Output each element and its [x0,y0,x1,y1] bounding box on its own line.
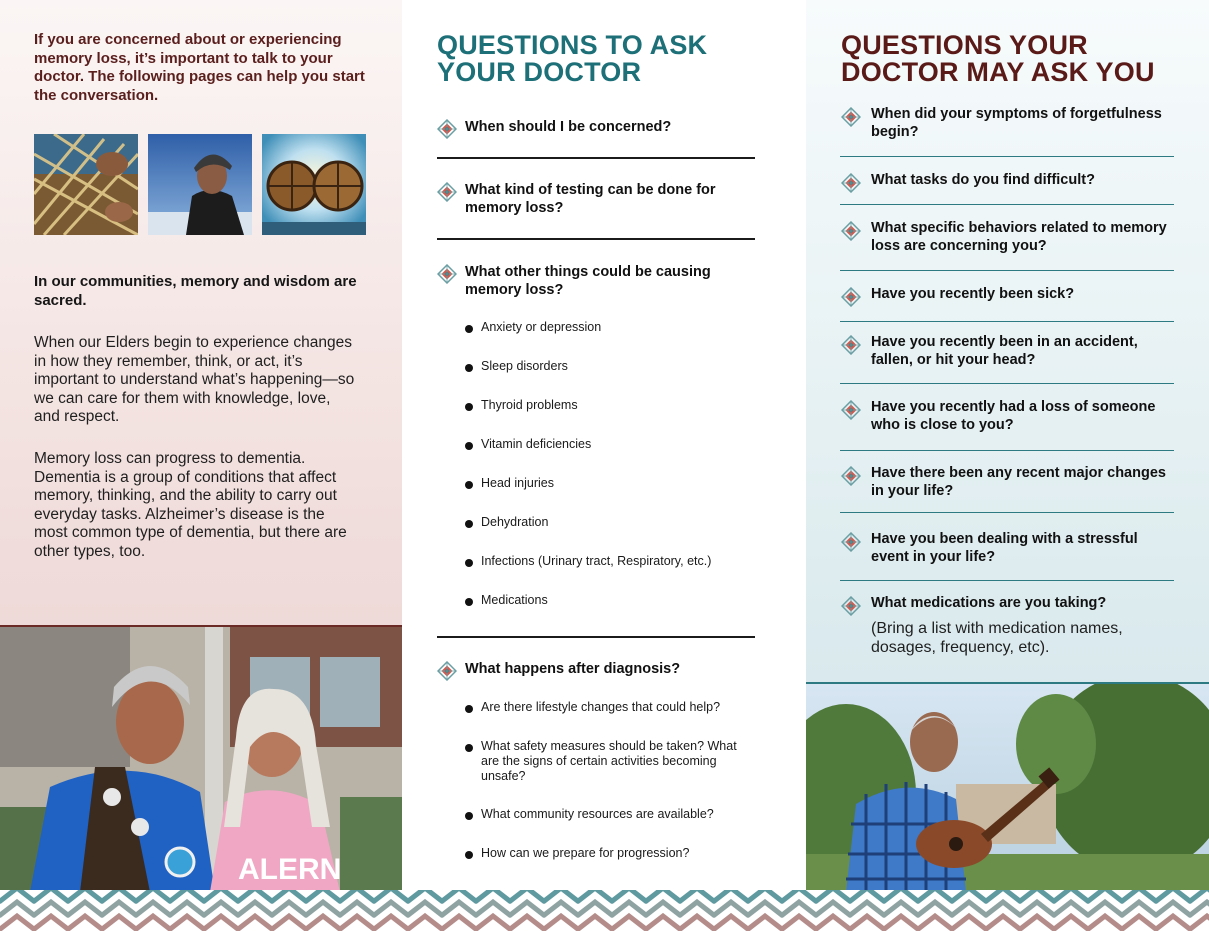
diamond-ornament-icon [841,107,861,127]
question-item [437,263,767,299]
question-item [841,172,1171,190]
questions-to-ask-heading: QUESTIONS TO ASK YOUR DOCTOR [437,30,708,87]
list-item: Anxiety or depression [465,320,765,335]
chevron-pattern-band [0,890,1209,931]
question-text: What kind of testing can be done for memory loss? [465,182,716,216]
bullet-dot [465,442,473,450]
section-divider [437,636,755,638]
section-divider [840,270,1174,271]
question-text: Have you been dealing with a stressful event in your life? [871,531,1138,565]
medication-note: (Bring a list with medication names, dosages, frequency, etc). [871,620,1123,656]
list-item: Sleep disorders [465,359,765,374]
question-item [437,118,767,136]
question-text: Have you recently had a loss of someone who is close to you? [871,399,1156,433]
basket-weaving-photo [34,134,138,235]
section-divider [840,580,1174,581]
bullet-dot [465,744,473,752]
section-divider [840,204,1174,205]
question-text: Have you recently been sick? [871,286,1075,302]
question-item [841,595,1171,613]
dementia-paragraph: Memory loss can progress to dementia. Dementia is a group of conditions that affect memory, thinking, and the ability to carry out everyday tasks. Alzheimer’s disease is the most common type of dementia, but there are other types, too. [34,450,347,560]
diamond-ornament-icon [437,264,457,284]
question-item [437,660,767,678]
sacred-statement: In our communities, memory and wisdom are sacred. [34,273,357,309]
bullet-dot [465,325,473,333]
elder-ukulele-photo [806,682,1209,890]
section-divider [437,157,755,159]
list-item: Infections (Urinary tract, Respiratory, etc.) [465,554,765,569]
diamond-ornament-icon [437,661,457,681]
question-text: What specific behaviors related to memory loss are concerning you? [871,220,1167,254]
question-item [841,286,1171,304]
diamond-ornament-icon [841,221,861,241]
question-text: What happens after diagnosis? [465,661,681,677]
diamond-ornament-icon [437,119,457,139]
diamond-ornament-icon [437,182,457,202]
bullet-dot [465,520,473,528]
question-text: Have you recently been in an accident, fallen, or hit your head? [871,334,1138,368]
list-item: Are there lifestyle changes that could help? [465,700,765,715]
doctor-may-ask-heading: QUESTIONS YOUR DOCTOR MAY ASK YOU [841,30,1155,87]
diamond-ornament-icon [841,532,861,552]
question-item [841,334,1171,369]
question-text: What medications are you taking? [871,595,1107,611]
hand-drums-photo [262,134,366,235]
bullet-dot [465,481,473,489]
right-panel [806,0,1209,890]
question-text: What tasks do you find difficult? [871,172,1095,188]
bullet-dot [465,559,473,567]
diamond-ornament-icon [841,596,861,616]
intro-text: If you are concerned about or experiencing memory loss, it’s important to talk to your doctor. The following pages can help you start the conversation. [34,31,365,104]
photo-strip [34,134,366,235]
elder-couple-photo [0,625,402,890]
question-item [841,531,1171,566]
section-divider [840,321,1174,322]
question-text: What other things could be causing memory loss? [465,264,711,298]
section-divider [840,383,1174,384]
question-item [841,220,1171,255]
section-divider [840,450,1174,451]
bullet-dot [465,403,473,411]
section-divider [840,156,1174,157]
diamond-ornament-icon [841,287,861,307]
question-text: When did your symptoms of forgetfulness begin? [871,106,1162,140]
bullet-dot [465,364,473,372]
bullet-dot [465,598,473,606]
section-divider [840,512,1174,513]
list-item: Medications [465,593,765,608]
section-divider [437,238,755,240]
diamond-ornament-icon [841,466,861,486]
list-item: What community resources are available? [465,807,765,822]
question-text: Have there been any recent major changes in your life? [871,465,1166,499]
list-item: How can we prepare for progression? [465,846,765,861]
list-item: Dehydration [465,515,765,530]
bullet-dot [465,812,473,820]
list-item: What safety measures should be taken? What are the signs of certain activities becoming unsafe? [465,739,745,784]
diamond-ornament-icon [841,400,861,420]
diamond-ornament-icon [841,335,861,355]
middle-panel [402,0,806,890]
question-item [841,106,1171,141]
elders-paragraph: When our Elders begin to experience changes in how they remember, think, or act, it’s important to understand what’s happening—so we can care for them with knowledge, love, and respect. [34,334,355,425]
question-item [841,465,1171,500]
bullet-dot [465,851,473,859]
list-item: Head injuries [465,476,765,491]
left-panel [0,0,402,890]
shirt-lettering: ALERN [238,853,342,886]
list-item: Vitamin deficiencies [465,437,765,452]
diamond-ornament-icon [841,173,861,193]
question-item [437,181,767,217]
list-item: Thyroid problems [465,398,765,413]
question-text: When should I be concerned? [465,119,672,135]
bullet-dot [465,705,473,713]
question-item [841,399,1171,434]
elder-portrait-photo [148,134,252,235]
